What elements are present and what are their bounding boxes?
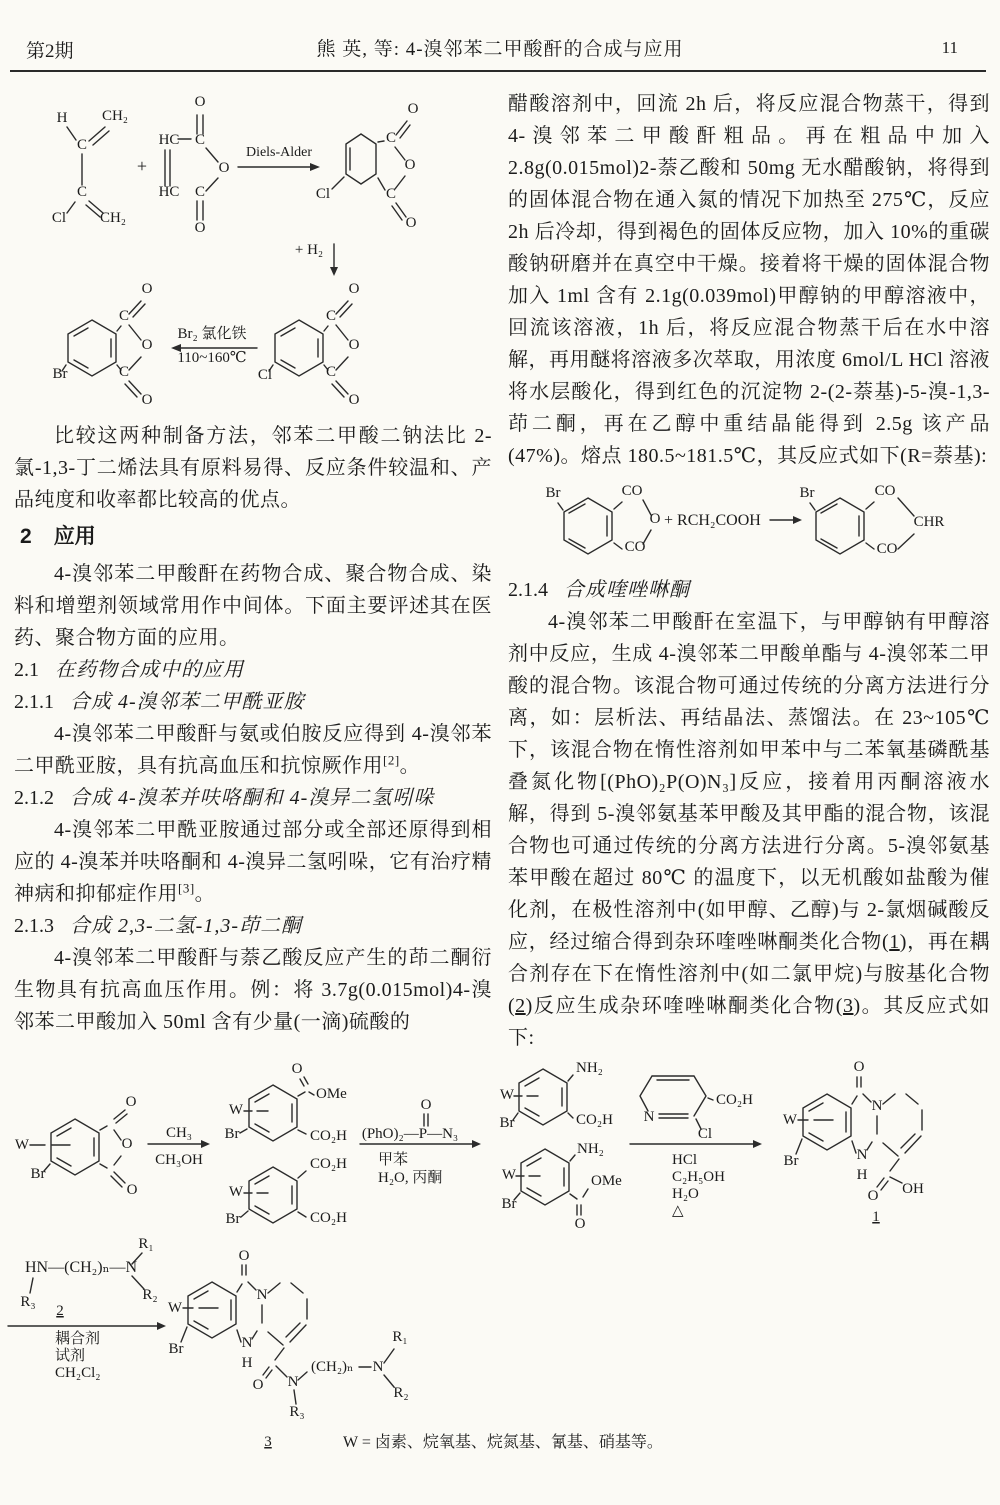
atom-label: W	[501, 1167, 517, 1183]
product1-core-bonds	[852, 1077, 922, 1156]
paragraph-procedure-continuation: 醋酸溶剂中，回流 2h 后，将反应混合物蒸干，得到 4-溴邻苯二甲酸酐粗品。再在粗品中加入 2.8g(0.015mol)2-萘乙酸和 50mg 无水醋酸钠，将得到的固体混合物在通入氮的情况下加热至 275℃，反应 2h 后冷却，得到褐色的固体反应物，加入 10%的重碳酸钠研磨并在真空中干燥。接着将干燥的固体混合物加入 1ml 含有 2.1g(0.039mol)甲醇钠的甲醇溶液中，回流该溶液，1h 后，将反应混合物蒸干后在水中溶解，再用醚将溶液多次萃取，用浓度 6mol/L HCl 溶液将水层酸化，得到红色的沉淀物 2-(2-萘基)-5-溴-1,3-茚二酮，再在乙醇中重结晶能得到 2.5g 该产品(47%)。熔点 180.5~181.5℃，其反应式如下(R=萘基):	[508, 93, 990, 467]
section-title: 应用	[53, 525, 96, 548]
paragraph-quinazolinone-synthesis	[508, 606, 990, 1054]
atom-label: Br	[225, 1211, 241, 1227]
maleic-anhydride-bonds	[165, 115, 218, 220]
adduct-ring	[332, 134, 376, 189]
paragraph-phthalimide-synthesis	[14, 718, 492, 782]
arrowhead	[310, 163, 320, 171]
atom-label: CO₂H	[716, 1092, 753, 1108]
atom-label: Br₂ 氯化铁	[177, 326, 247, 342]
atom-label: R₃	[289, 1404, 305, 1420]
header-running-title: 熊 英, 等: 4-溴邻苯二甲酸酐的合成与应用	[316, 39, 684, 60]
heading-2-1-1	[14, 686, 492, 718]
product3-core-bonds	[237, 1265, 307, 1345]
atom-label: △	[672, 1203, 684, 1219]
chloroprene-bonds	[67, 127, 109, 217]
atom-label: C₂H₅OH	[672, 1169, 725, 1185]
atom-label: O	[126, 1182, 138, 1198]
atom-label: W	[228, 1102, 244, 1118]
atom-label: H₂O	[672, 1186, 699, 1202]
atom-label: O	[121, 1136, 133, 1152]
atom-label: C	[194, 132, 206, 148]
atom-label: CH₃OH	[155, 1152, 203, 1168]
atom-label: CO	[874, 483, 896, 499]
atom-label: CHR	[913, 514, 945, 530]
arrowhead	[793, 516, 802, 524]
atom-label: O	[348, 281, 360, 297]
atom-label: CO₂H	[310, 1128, 347, 1144]
atom-label: Cl	[257, 367, 273, 383]
diacid-ring	[241, 1167, 297, 1223]
atom-label: C	[385, 130, 397, 146]
section-title: 合成喹唑啉酮	[564, 579, 690, 601]
paragraph-text: 4-溴邻苯二甲酸酐与氨或伯胺反应得到 4-溴邻苯二甲酰亚胺，具有抗高血压和抗惊厥作用	[14, 723, 492, 777]
atom-label: Br	[30, 1166, 46, 1182]
atom-label: O	[291, 1061, 303, 1077]
atom-label: Br	[799, 485, 815, 501]
atom-label: Br	[499, 1115, 515, 1131]
product-ring	[810, 498, 864, 554]
atom-label: CO₂H	[310, 1156, 347, 1172]
atom-label: 甲苯	[378, 1152, 409, 1168]
atom-label: R₃	[20, 1294, 36, 1310]
amino-ester-ring	[514, 1149, 575, 1205]
arrowhead	[753, 1140, 762, 1148]
section-title: 在药物合成中的应用	[55, 659, 244, 681]
paragraph-indanedione-synthesis: 4-溴邻苯二甲酸酐与萘乙酸反应产生的茚二酮衍生物具有抗高血压作用。例：将 3.7g(0.015mol)4-溴邻苯二甲酸加入 50ml 含有少量(一滴)硫酸的	[14, 947, 492, 1033]
scheme-indanedione-reaction	[508, 478, 990, 574]
compound-number-1: 1	[889, 931, 900, 953]
paragraph-text: 。	[194, 883, 216, 905]
paragraph-text: 4-溴邻苯二甲酰亚胺通过部分或全部还原得到相应的 4-溴苯并呋咯酮和 4-溴异二氢吲哚，它有治疗精神病和抑郁症作用	[14, 819, 492, 905]
atom-label: H	[241, 1355, 253, 1371]
atom-label: N	[643, 1109, 655, 1125]
atom-label: O	[238, 1248, 250, 1264]
arrowhead	[157, 1322, 166, 1330]
atom-label: O	[348, 337, 360, 353]
half-ester-bonds	[298, 1077, 314, 1134]
atom-label: 耦合剂	[55, 1331, 101, 1347]
paragraph-text: )，再在耦合剂存在下在惰性溶剂中(如二氯甲烷)与胺基化合物(	[508, 931, 990, 1017]
heading-applications	[20, 522, 492, 552]
compound-number-3: 3	[842, 995, 854, 1017]
atom-label: O	[649, 511, 661, 527]
atom-label: 试剂	[55, 1348, 86, 1364]
atom-label: C	[325, 308, 337, 324]
atom-label: Cl	[51, 210, 67, 226]
atom-label: C	[76, 137, 88, 153]
scheme-quinazolinone-reaction	[0, 1052, 1000, 1460]
compound-number-2: 2	[515, 995, 526, 1017]
half-ester-ring	[240, 1085, 297, 1141]
atom-label: NH₂	[577, 1141, 604, 1157]
atom-label: H	[856, 1167, 868, 1183]
bromo-anhydride-ring	[62, 320, 116, 376]
atom-label: CH₂	[101, 108, 129, 124]
atom-label: N	[372, 1359, 384, 1375]
atom-label: R₂	[142, 1287, 158, 1303]
header-page-number: 11	[941, 38, 958, 57]
atom-label: O	[407, 101, 419, 117]
atom-label: H	[56, 110, 68, 126]
atom-label: O	[194, 94, 206, 110]
atom-label: O	[867, 1188, 879, 1204]
scheme-diels-alder-reaction	[14, 88, 492, 238]
product3-benzo-ring	[181, 1282, 236, 1342]
atom-label: R₁	[392, 1329, 408, 1345]
section-title: 合成 4-溴邻苯二甲酰亚胺	[70, 691, 305, 713]
scheme-hydrogenation-bromination	[14, 238, 492, 420]
paragraph-text: 4-溴邻苯二甲酸酐在室温下，与甲醇钠有甲醇溶剂中反应，生成 4-溴邻苯二甲酸单酯与 4-溴邻苯二甲酸的混合物。该混合物可通过传统的分离方法进行分离，如：层析法、再结晶法、蒸馏法。在 23~105℃ 下，该混合物在惰性溶剂如甲苯中与二苯氧基磷酰基叠氮化物[(PhO)₂P(O)N₃]反应，接着用丙酮溶液水解，得到 5-溴邻氨基苯甲酸及其甲酯的混合物，该混合物也可通过传统的分离方法进行分离。5-溴邻氨基苯甲酸在超过 80℃ 的温度下，以无机酸如盐酸为催化剂，在极性溶剂中(如甲醇、乙醇)与 2-氯烟碱酸反应，经过缩合得到杂环喹唑啉酮类化合物(	[508, 611, 990, 953]
atom-label: W	[14, 1137, 30, 1153]
atom-label: R₁	[138, 1236, 154, 1252]
atom-label: CO₂H	[576, 1112, 613, 1128]
atom-label: O	[853, 1059, 865, 1075]
atom-label: Cl	[315, 186, 331, 202]
bond-lines	[67, 115, 410, 220]
atom-label: O	[574, 1216, 586, 1232]
paragraph-text: 。	[399, 755, 421, 777]
atom-label: CH₂Cl₂	[55, 1365, 101, 1381]
section-number: 2.1.1	[14, 691, 54, 713]
atom-label: O	[404, 157, 416, 173]
atom-label: C	[325, 364, 337, 380]
atom-label: HN—(CH₂)ₙ—N	[25, 1259, 138, 1276]
atom-label: O	[405, 215, 417, 231]
atom-label: CO₂H	[310, 1210, 347, 1226]
paragraph-applications-intro: 4-溴邻苯二甲酸酐在药物合成、聚合物合成、染料和增塑剂领域常用作中间体。下面主要评述其在医药、聚合物方面的应用。	[14, 563, 492, 649]
atom-label: Br	[545, 485, 561, 501]
atom-label: Br	[783, 1153, 799, 1169]
arrowhead	[201, 1140, 210, 1148]
atom-label: C	[385, 186, 397, 202]
atom-label: N	[871, 1098, 883, 1114]
atom-label: C	[194, 184, 206, 200]
atom-label: 2	[56, 1303, 64, 1319]
section-number: 2.1.4	[508, 579, 548, 601]
arrowhead-down	[330, 267, 338, 276]
atom-label: HC	[158, 184, 180, 200]
section-number: 2	[20, 525, 32, 548]
heading-2-1-3	[14, 910, 492, 942]
section-number: 2.1	[14, 659, 39, 681]
atom-label: N	[256, 1287, 268, 1303]
atom-label: OMe	[591, 1173, 622, 1189]
paragraph-reduction-products	[14, 814, 492, 910]
atom-label: OMe	[316, 1086, 347, 1102]
atom-label: W = 卤素、烷氧基、烷氮基、氰基、硝基等。	[343, 1434, 663, 1451]
atom-label: (CH₂)ₙ	[311, 1359, 354, 1375]
atom-label: O	[420, 1097, 432, 1113]
chloro-anhydride-ring	[269, 320, 323, 376]
atom-label: W	[228, 1184, 244, 1200]
atom-label: W	[167, 1300, 183, 1316]
atom-label: + H₂	[294, 242, 324, 258]
atom-label: O	[218, 160, 230, 176]
atom-label: 1	[872, 1209, 880, 1225]
atom-label: CH₃	[165, 1125, 193, 1141]
section-number: 2.1.3	[14, 915, 54, 937]
atom-label: 110~160℃	[177, 350, 247, 366]
bromo-anhydride-ring	[558, 498, 612, 554]
atom-label: R₂	[393, 1385, 409, 1401]
atom-label: C	[76, 184, 88, 200]
atom-label: HCl	[672, 1152, 698, 1168]
atom-label: O	[125, 1094, 137, 1110]
atom-label: Br	[501, 1196, 517, 1212]
citation-ref-3: [3]	[178, 880, 195, 896]
citation-ref-2: [2]	[383, 752, 400, 768]
heading-2-1-2	[14, 782, 492, 814]
amino-ester-bonds	[570, 1189, 588, 1215]
diacid-bonds	[298, 1171, 306, 1217]
atom-label: N	[856, 1147, 868, 1163]
atom-label: HC	[158, 132, 180, 148]
atom-label: CO	[876, 541, 898, 557]
product1-benzo-ring	[796, 1094, 851, 1154]
atom-label: W	[499, 1087, 515, 1103]
left-column	[14, 88, 492, 1038]
atom-label: O	[194, 220, 206, 236]
atom-label: O	[141, 281, 153, 297]
section-title: 合成 4-溴苯并呋咯酮和 4-溴异二氢吲哚	[70, 787, 435, 809]
atom-label: NH₂	[576, 1060, 603, 1076]
atom-label: OH	[902, 1181, 924, 1197]
atom-label: O	[348, 392, 360, 408]
bond-lines	[62, 244, 352, 397]
atom-label: H₂O, 丙酮	[378, 1170, 443, 1186]
atom-label: Diels-Alder	[245, 145, 313, 160]
right-column	[508, 88, 990, 1054]
atom-label: O	[252, 1377, 264, 1393]
arrowhead	[472, 1140, 481, 1148]
atom-label: N	[287, 1374, 299, 1390]
atom-label: Br	[224, 1126, 240, 1142]
atom-label: Cl	[697, 1126, 713, 1142]
paragraph-text: )反应生成杂环喹唑啉酮类化合物(	[525, 995, 843, 1017]
atom-label: O	[141, 392, 153, 408]
header-rule	[10, 70, 986, 72]
atom-label: 3	[264, 1434, 272, 1450]
atom-label: W	[782, 1112, 798, 1128]
paragraph-method-comparison: 比较这两种制备方法，邻苯二甲酸二钠法比 2-氯-1,3-丁二烯法具有原料易得、反应条件较温和、产品纯度和收率都比较高的优点。	[14, 425, 492, 511]
atom-label: N	[241, 1335, 253, 1351]
atom-label: CH₂	[99, 210, 127, 226]
atom-label: +	[136, 156, 148, 176]
atom-label: CO	[621, 483, 643, 499]
product3-amide-bonds	[263, 1348, 394, 1404]
section-title: 合成 2,3-二氢-1,3-茚二酮	[70, 915, 302, 937]
atom-label: C	[118, 308, 130, 324]
atom-label: (PhO)₂—P—N₃	[361, 1126, 459, 1142]
aminobenzoic-acid-ring	[513, 1069, 573, 1125]
paragraph-text: )。其反应式如下:	[508, 995, 990, 1049]
product1-carboxyl-bonds	[877, 1159, 902, 1190]
heading-2-1	[14, 654, 492, 686]
atom-label: C	[118, 364, 130, 380]
atom-label: O	[141, 337, 153, 353]
atom-label: + RCH₂COOH	[664, 512, 761, 529]
atom-label: Br	[52, 366, 68, 382]
header-issue-label: 第2期	[26, 41, 74, 62]
atom-label: CO	[624, 539, 646, 555]
atom-label: Br	[168, 1341, 184, 1357]
heading-2-1-4	[508, 574, 990, 606]
section-number: 2.1.2	[14, 787, 54, 809]
